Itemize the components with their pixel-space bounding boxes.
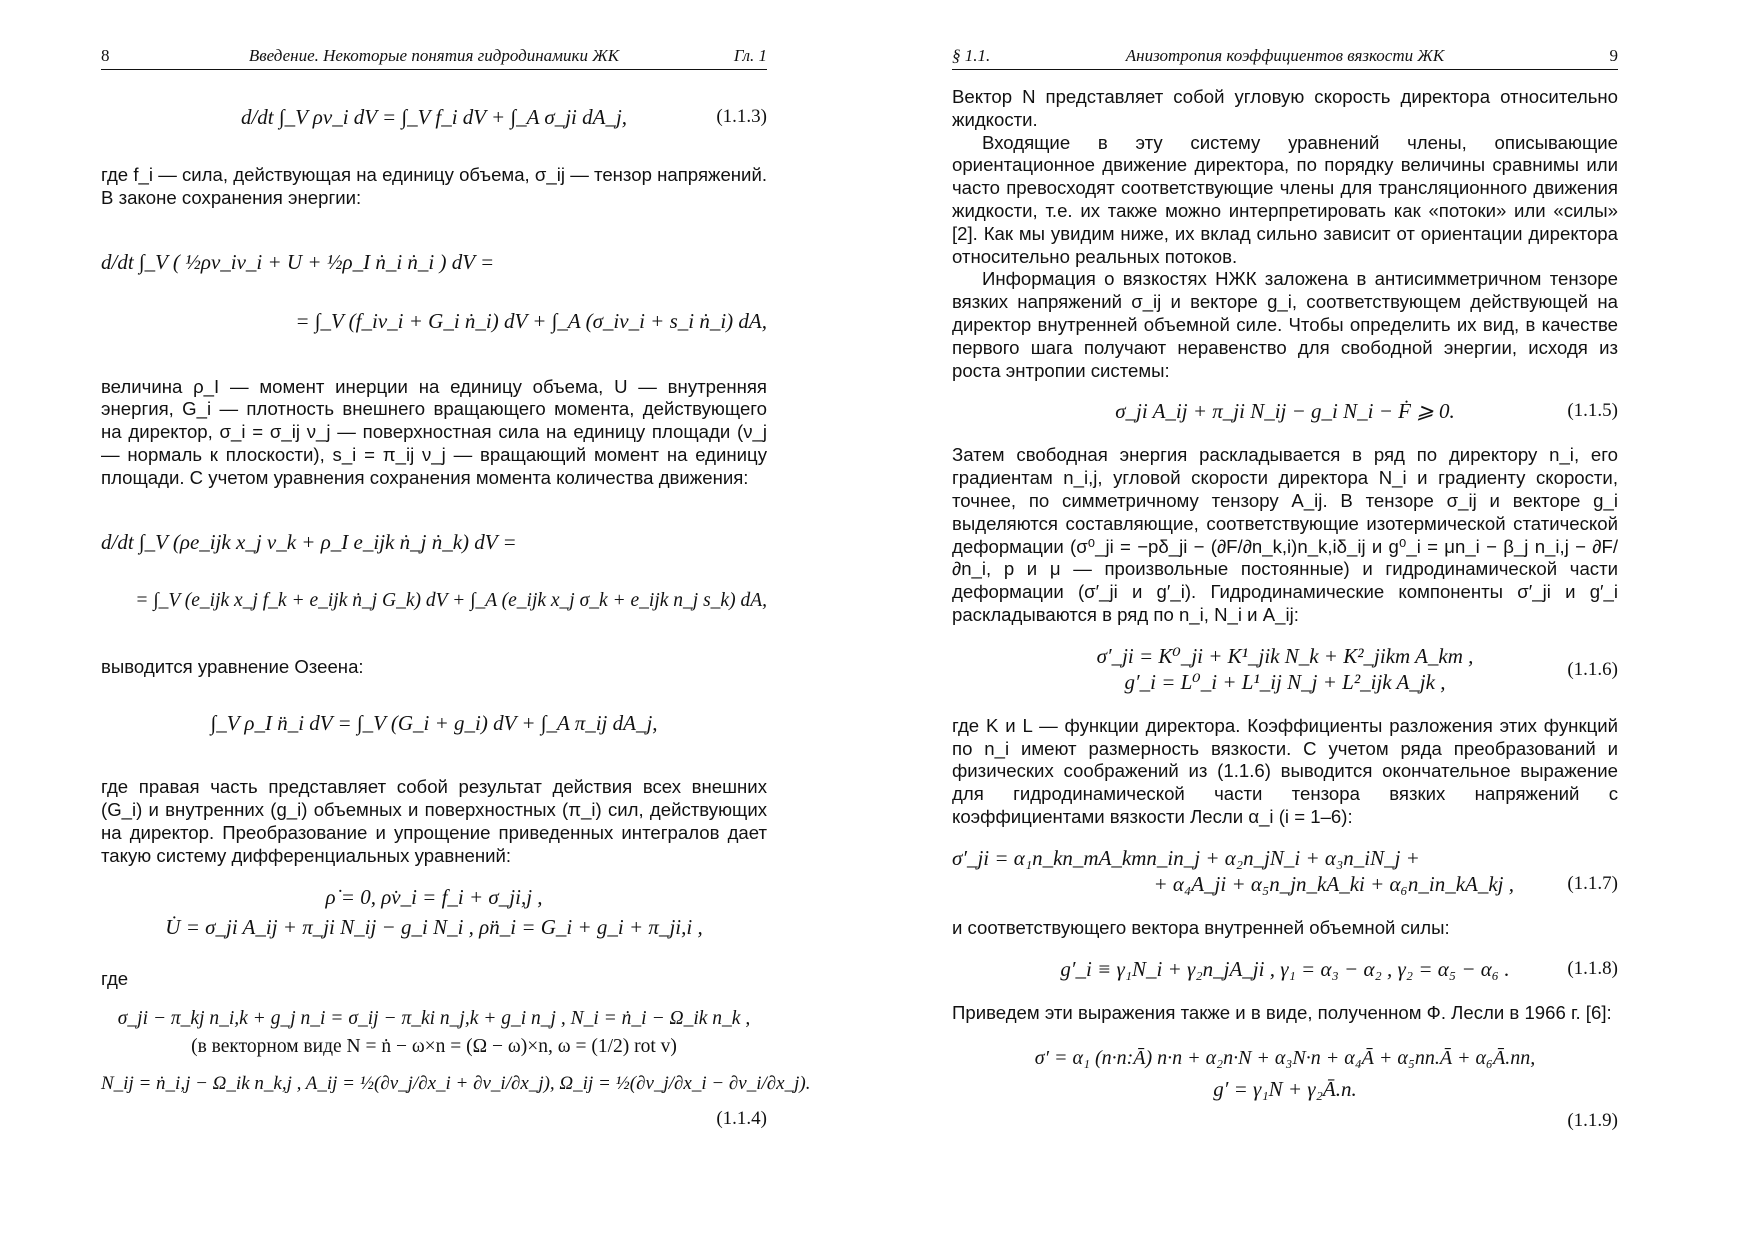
right-page	[952, 45, 1618, 1132]
paragraph: Информация о вязкостях НЖК заложена в антисимметричном тензоре вязких напряжений σ_ij и векторе g_i, соответствующем действующей на директор внутренней объемной силе. Чтобы определить их вид, в качестве первого шага получают неравенство для свободной энергии, исходя из роста энтропии системы:	[952, 268, 1618, 381]
equation-1-1-6	[952, 643, 1618, 699]
equation-body: ∫_V ρ_I n̈_i dV = ∫_V (G_i + g_i) dV + ∫_A π_ij dA_j,	[210, 711, 658, 736]
equation-number: (1.1.8)	[1567, 957, 1618, 979]
equation-body: σ′_ji = α₁n_kn_mA_kmn_in_j + α₂n_jN_i + α₃n_iN_j +	[952, 845, 1420, 870]
equation-body: ρ̇ = 0, ρv̇_i = f_i + σ_ji,j ,	[325, 884, 543, 909]
equation-body: g′ = γ₁N + γ₂Ā.n.	[1213, 1077, 1357, 1102]
running-title: Анизотропия коэффициентов вязкости ЖК	[1125, 46, 1445, 65]
equation-body: (в векторном виде N = ṅ − ω×n = (Ω − ω)×n, ω = (1/2) rot v)	[191, 1036, 677, 1058]
equation-1-1-7	[952, 845, 1618, 901]
paragraph: Затем свободная энергия раскладывается в ряд по директору n_i, его градиентам n_i,j, угловой скорости директора N_i и градиенту скорости, точнее, по симметричному тензору A_ij. В тензоре σ_ij и векторе g_i выделяются составляющие, соответствующие изотермической статической деформации (σ⁰_ji = −pδ_ji − (∂F/∂n_k,i)n_k,iδ_ij и g⁰_i = μn_i − β_j n_i,j − ∂F/∂n_i, p и μ — произвольные постоянные) и гидродинамической части деформации (σ′_ji и g′_i). Гидродинамические компоненты σ′_ji и g′_i раскладываются в ряд по n_i, N_i и A_ij:	[952, 444, 1618, 625]
equation-body: σ_ji − π_kj n_i,k + g_j n_i = σ_ij − π_ki n_j,k + g_i n_j , N_i = ṅ_i − Ω_ik n_k ,	[117, 1008, 751, 1030]
equation-number: (1.1.5)	[1567, 400, 1618, 422]
equation-body: = ∫_V (e_ijk x_j f_k + e_ijk ṅ_j G_k) dV + ∫_A (e_ijk x_j σ_k + e_ijk n_j s_k) dA,	[135, 589, 767, 611]
paragraph: где правая часть представляет собой результат действия всех внешних (G_i) и внутренних (g_i) объемных и поверхностных (π_i) сил, действующих на директор. Преобразование и упрощение приведенных интегралов дает такую систему дифференциальных уравнений:	[101, 776, 767, 866]
equation-momentum-line-1	[101, 514, 767, 570]
equation-definitions-line-1	[101, 1006, 767, 1034]
running-head-left	[101, 45, 767, 70]
equation-number: (1.1.7)	[1567, 872, 1618, 894]
equation-1-1-9-number-row	[952, 1106, 1618, 1132]
equation-1-1-8	[952, 956, 1618, 986]
equation-number: (1.1.3)	[716, 106, 767, 127]
running-head-right	[952, 45, 1618, 70]
equation-body: g′_i ≡ γ₁N_i + γ₂n_jA_ji , γ₁ = α₃ − α₂ , γ₂ = α₅ − α₆ .	[1060, 956, 1510, 981]
paragraph: Вектор N представляет собой угловую скорость директора относительно жидкости.	[952, 86, 1618, 130]
equation-body: σ′ = α₁ (n·n:Ā) n·n + α₂n·N + α₃N·n + α₄Ā + α₅nn.Ā + α₆Ā.nn,	[1034, 1047, 1536, 1070]
equation-oseen	[101, 694, 767, 752]
equation-body: d/dt ∫_V ( ½ρv_iv_i + U + ½ρ_I ṅ_i ṅ_i ) dV =	[101, 249, 495, 274]
paragraph: величина ρ_I — момент инерции на единицу объема, U — внутренняя энергия, G_i — плотность внешнего вращающего момента, действующего на директор, σ_i = σ_ij ν_j — поверхностная сила на единицу площади (ν_j — нормаль к плоскости), s_i = π_ij ν_j — вращающий момент на единицу площади. С учетом уравнения сохранения момента количества движения:	[101, 375, 767, 488]
paragraph: где f_i — сила, действующая на единицу объема, σ_ij — тензор напряжений. В законе сохранения энергии:	[101, 164, 767, 208]
equation-1-1-9-line-2	[952, 1076, 1618, 1106]
page-number: 9	[1609, 46, 1618, 65]
chapter-label: Гл. 1	[733, 46, 767, 65]
equation-definitions-line-3	[101, 1062, 811, 1106]
paragraph: и соответствующего вектора внутренней объемной силы:	[952, 916, 1450, 938]
equation-momentum-line-2	[101, 570, 767, 632]
equation-body: d/dt ∫_V ρv_i dV = ∫_V f_i dV + ∫_A σ_ji dA_j,	[240, 105, 628, 129]
equation-body: σ′_ji = K⁰_ji + K¹_jik N_k + K²_jikm A_km ,	[1096, 643, 1474, 668]
section-label: § 1.1.	[952, 46, 991, 65]
equation-1-1-9-line-1	[952, 1040, 1618, 1076]
equation-system-line-1	[101, 884, 767, 914]
equation-body: + α₄A_ji + α₅n_jn_kA_ki + α₆n_in_kA_kj ,	[1153, 871, 1514, 896]
equation-energy-line-2	[101, 290, 767, 352]
equation-1-1-5	[952, 398, 1618, 428]
equation-body: d/dt ∫_V (ρe_ijk x_j v_k + ρ_I e_ijk ṅ_j ṅ_k) dV =	[101, 529, 517, 554]
equation-1-1-3	[101, 86, 767, 148]
equation-body: N_ij = ṅ_i,j − Ω_ik n_k,j , A_ij = ½(∂v_j/∂x_i + ∂v_i/∂x_j), Ω_ij = ½(∂v_j/∂x_i − ∂v_i/∂x_j).	[101, 1073, 811, 1095]
left-page	[101, 45, 811, 1130]
equation-body: = ∫_V (f_iv_i + G_i ṅ_i) dV + ∫_A (σ_iv_i + s_i ṅ_i) dA,	[295, 308, 767, 333]
equation-definitions-line-2	[101, 1034, 767, 1062]
equation-body: g′_i = L⁰_i + L¹_ij N_j + L²_ijk A_jk ,	[1124, 669, 1446, 694]
paragraph: выводится уравнение Озеена:	[101, 655, 364, 677]
equation-system-line-2	[101, 914, 767, 944]
equation-energy-line-1	[101, 234, 767, 290]
paragraph: Входящие в эту систему уравнений члены, описывающие ориентационное движение директора, по порядку величины сравнимы или часто превосходят соответствующие члены для трансляционного движения жидкости, т.е. их также можно интерпретировать как «потоки» или «силы» [2]. Как мы увидим ниже, их вклад сильно зависит от ориентации директора относительно реальных потоков.	[952, 131, 1618, 267]
page-number: 8	[101, 46, 110, 65]
equation-number: (1.1.4)	[716, 1108, 767, 1130]
equation-body: U̇ = σ_ji A_ij + π_ji N_ij − g_i N_i , ρn̈_i = G_i + g_i + π_ji,i ,	[165, 914, 703, 939]
paragraph: Приведем эти выражения также и в виде, полученном Ф. Лесли в 1966 г. [6]:	[952, 1001, 1612, 1023]
equation-number: (1.1.9)	[1567, 1110, 1618, 1132]
paragraph: где	[101, 967, 129, 989]
equation-number: (1.1.6)	[1567, 658, 1618, 680]
equation-1-1-4-number-row	[101, 1106, 767, 1130]
paragraph: где K и L — функции директора. Коэффициенты разложения этих функций по n_i имеют размерность вязкости. С учетом ряда преобразований и физических соображений из (1.1.6) выводится окончательное выражение для гидродинамической части тензора вязких напряжений с коэффициентами вязкости Лесли α_i (i = 1–6):	[952, 714, 1618, 827]
equation-body: σ_ji A_ij + π_ji N_ij − g_i N_i − Ḟ ⩾ 0.	[1115, 399, 1455, 424]
running-title: Введение. Некоторые понятия гидродинамики ЖК	[248, 46, 620, 65]
